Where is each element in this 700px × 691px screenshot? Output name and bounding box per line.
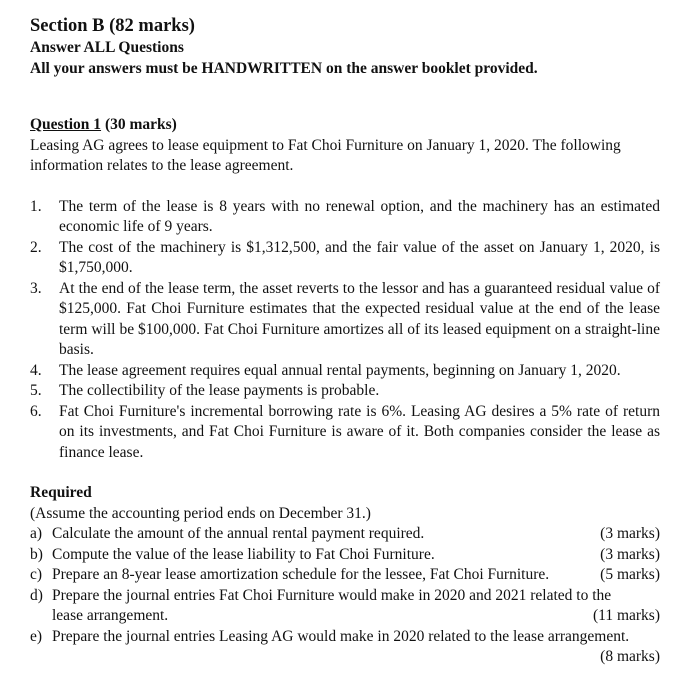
marks-label: (5 marks)	[600, 566, 660, 583]
list-item: 4. The lease agreement requires equal annual rental payments, beginning on January 1, 2020.	[30, 361, 621, 379]
question-intro: Leasing AG agrees to lease equipment to Fat Choi Furniture on January 1, 2020. The following information relates to the lease agreement.	[30, 136, 621, 174]
question-label: Question 1	[30, 116, 102, 133]
question-marks: (30 marks)	[104, 116, 177, 133]
required-heading: Required	[30, 484, 92, 501]
list-item: 3. At the end of the lease term, the asset reverts to the lessor and has a guaranteed residual value of $125,000. Fat Choi Furniture estimates that the expected residual value at the end of the lease term will be $100,000. Fat Choi Furniture amortizes all of its leased equipment on a straight-line basis.	[30, 279, 660, 358]
section-title: Section B (82 marks)	[30, 16, 195, 36]
marks-label: (3 marks)	[600, 525, 660, 542]
list-item: 6. Fat Choi Furniture's incremental borrowing rate is 6%. Leasing AG desires a 5% rate of return on its investments, and Fat Choi Furniture is aware of it. Both companies consider the lease as finance lease.	[30, 402, 660, 461]
marks-label: (11 marks)	[592, 607, 660, 624]
list-item: 2. The cost of the machinery is $1,312,500, and the fair value of the asset on January 1, 2020, is $1,750,000.	[30, 238, 660, 276]
required-part-c: c) Prepare an 8-year lease amortization schedule for the lessee, Fat Choi Furniture. (5 marks)	[30, 565, 660, 586]
required-part-e: e) Prepare the journal entries Leasing AG would make in 2020 related to the lease arrangement. (8 marks)	[30, 627, 660, 665]
lease-facts-list	[30, 197, 660, 464]
instruction-handwritten: All your answers must be HANDWRITTEN on the answer booklet provided.	[30, 59, 538, 77]
instruction-answer-all: Answer ALL Questions	[30, 39, 184, 56]
list-item: 5. The collectibility of the lease payments is probable.	[30, 382, 380, 399]
required-part-b: b) Compute the value of the lease liability to Fat Choi Furniture. (3 marks)	[30, 545, 660, 566]
required-part-a: a) Calculate the amount of the annual rental payment required. (3 marks)	[30, 524, 660, 545]
required-parts-list	[30, 524, 660, 668]
required-note: (Assume the accounting period ends on December 31.)	[30, 504, 371, 522]
marks-label: (8 marks)	[600, 648, 660, 665]
required-part-d: d) Prepare the journal entries Fat Choi Furniture would make in 2020 and 2021 related to the lease arrangement. (11 marks)	[30, 586, 660, 627]
list-item: 1. The term of the lease is 8 years with no renewal option, and the machinery has an estimated economic life of 9 years.	[30, 197, 660, 235]
marks-label: (3 marks)	[600, 545, 660, 563]
question-heading	[30, 115, 660, 136]
